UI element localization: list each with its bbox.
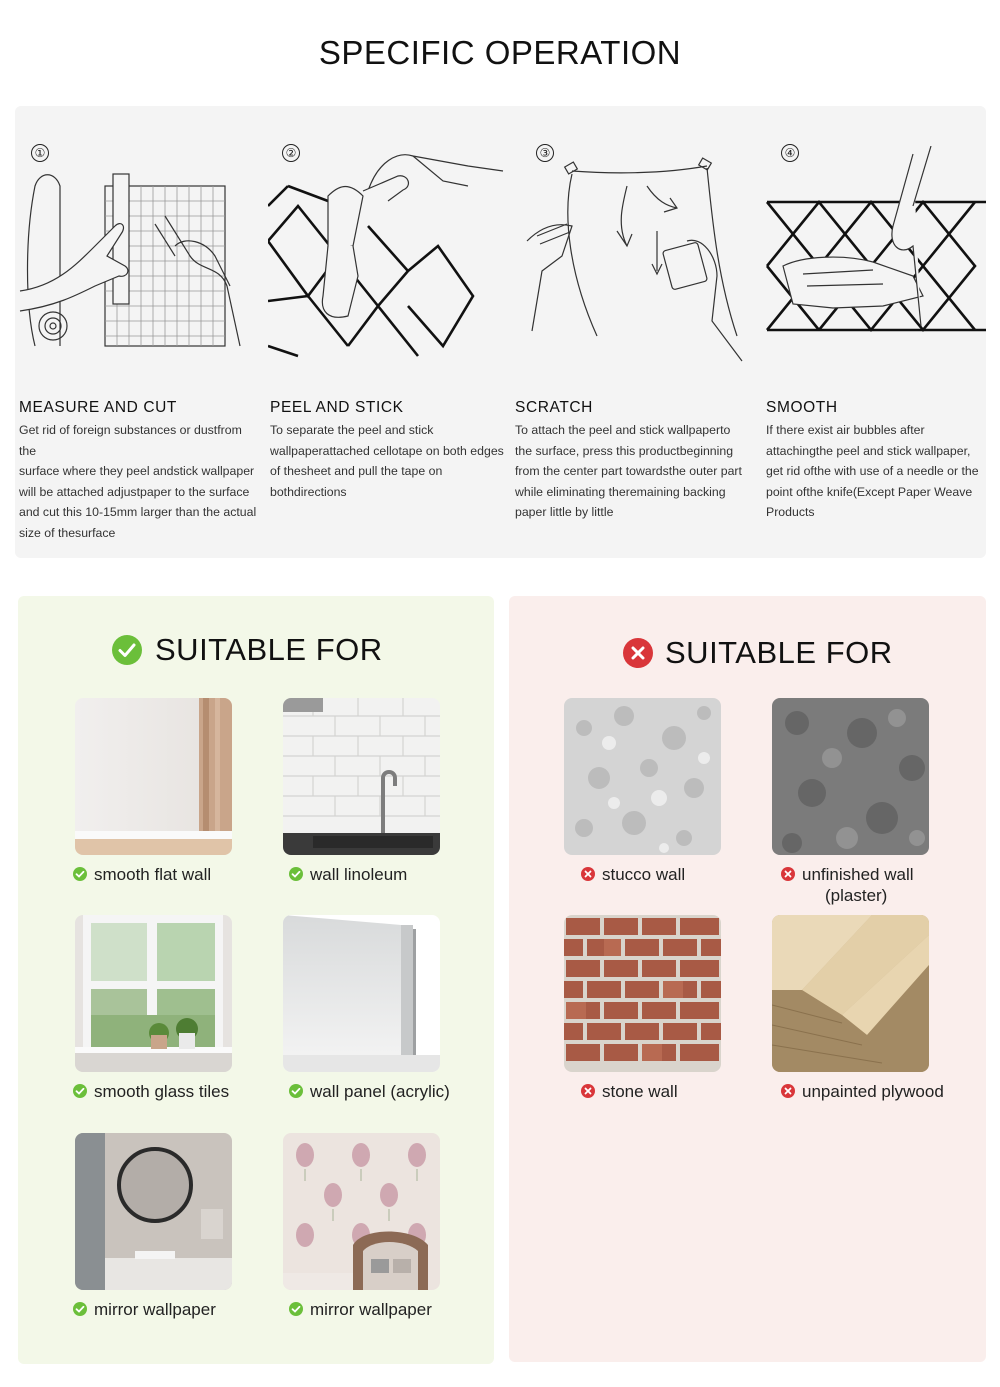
suitable-item-label: wall panel (acrylic) [289, 1082, 450, 1102]
suitable-panel [18, 596, 494, 1364]
unsuitable-item-label: unfinished wall [781, 865, 914, 885]
check-circle-icon [73, 867, 87, 881]
unsuitable-panel [509, 596, 986, 1362]
step-title: PEEL AND STICK [270, 399, 404, 416]
smooth-flat-wall-image [75, 698, 232, 855]
x-circle-icon [781, 867, 795, 881]
unsuitable-heading: SUITABLE FOR [665, 635, 893, 670]
stucco-wall-image [564, 698, 721, 855]
unpainted-plywood-image [772, 915, 929, 1072]
unsuitable-item-label: stucco wall [581, 865, 685, 885]
check-circle-icon [289, 1302, 303, 1316]
step-title: SCRATCH [515, 399, 593, 416]
check-circle-icon [73, 1302, 87, 1316]
wall-linoleum-image [283, 698, 440, 855]
measure-cut-illustration [15, 146, 260, 366]
unsuitable-item-label-2: (plaster) [825, 886, 888, 905]
damask-wallpaper-image [283, 1133, 440, 1290]
check-circle-icon [289, 1084, 303, 1098]
suitable-item-label: smooth flat wall [73, 865, 211, 885]
step-description: To separate the peel and stick wallpaperattached cellotape on both edges of thesheet and pull the tape on bothdirections [270, 423, 504, 499]
step-description: If there exist air bubbles after attachingthe peel and stick wallpaper, get rid ofthe with use of a needle or the point ofthe knife(Except Paper Weave Products [766, 423, 979, 520]
page-title: SPECIFIC OPERATION [318, 34, 682, 71]
x-circle-icon [623, 638, 653, 668]
x-circle-icon [781, 1084, 795, 1098]
stone-wall-image [564, 915, 721, 1072]
step-title: SMOOTH [766, 399, 838, 416]
suitable-item-label: smooth glass tiles [73, 1082, 229, 1102]
step-description: Get rid of foreign substances or dustfrom the surface where they peel andstick wallpaper will be attached adjustpaper to the surface and cut this 10-15mm larger than the actual size of thesurface [19, 423, 257, 540]
unfinished-wall-image [772, 698, 929, 855]
check-circle-icon [112, 635, 142, 665]
step-title: MEASURE AND CUT [19, 399, 177, 416]
step-number: ① [31, 144, 49, 162]
smooth-glass-tiles-image [75, 915, 232, 1072]
suitable-heading: SUITABLE FOR [155, 632, 383, 667]
peel-stick-illustration [268, 146, 508, 366]
smooth-illustration [763, 146, 986, 366]
mirror-wallpaper-image [75, 1133, 232, 1290]
suitable-item-label: mirror wallpaper [289, 1300, 432, 1320]
unsuitable-item-label: stone wall [581, 1082, 678, 1102]
unsuitable-item-label: unpainted plywood [781, 1082, 944, 1102]
step-number: ③ [536, 144, 554, 162]
step-number: ④ [781, 144, 799, 162]
step-smooth [763, 106, 986, 558]
step-number: ② [282, 144, 300, 162]
step-measure-and-cut [15, 106, 260, 558]
scratch-illustration [512, 146, 757, 366]
check-circle-icon [73, 1084, 87, 1098]
wall-panel-acrylic-image [283, 915, 440, 1072]
check-circle-icon [289, 867, 303, 881]
x-circle-icon [581, 867, 595, 881]
step-scratch [512, 106, 757, 558]
step-description: To attach the peel and stick wallpaperto the surface, press this productbeginning from the center part towardsthe outer part while eliminating theremaining backing paper little by little [515, 423, 742, 520]
suitable-item-label: wall linoleum [289, 865, 407, 885]
suitable-item-label: mirror wallpaper [73, 1300, 216, 1320]
step-peel-and-stick [268, 106, 508, 558]
operation-steps-panel [15, 106, 986, 558]
x-circle-icon [581, 1084, 595, 1098]
